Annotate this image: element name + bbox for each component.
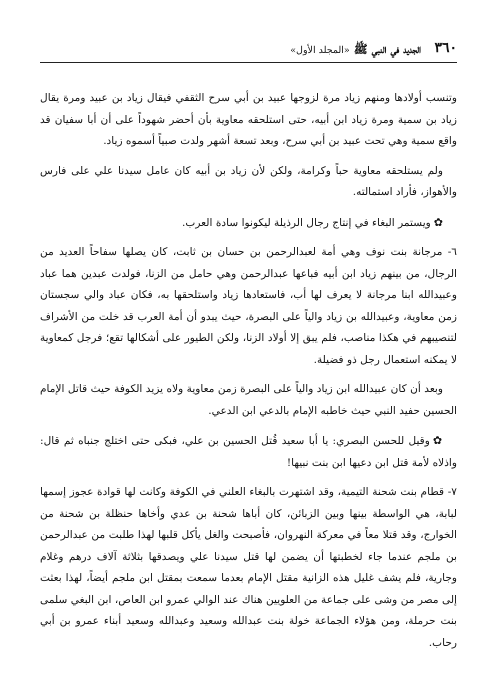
paragraph-4: ٦- مرجانة بنت نوف وهي أمة لعبدالرحمن بن حسان بن ثابت، كان يصلها سفاحاً العديد من الرجال، من بينهم زياد ابن أبيه فباعها عبدالرحمن وهي حامل من الزنا، فولدت عبدين هما عباد وعبيدالله ابنا مرجانة لا يعرف لها أب، فاستعادها زياد واستلحقها به، فكان عباد والي سجستان زمن معاوية، وعبيدالله بن زياد والياً على البصرة، حيث يبدو أن أمة العرب قد خلت من الأشراف لتنصيبهم في هكذا مناصب، فلم يبق إلا أولاد الزنا، ولكن الطيور على أشكالها تقع؛ فرجل كمعاوية لا يمكنه استعمال رجل ذو فضيلة. (40, 246, 457, 366)
paragraph-1: وتنسب أولادها ومنهم زياد مرة لزوجها عبيد بن أبي سرح الثقفي فيقال زياد بن عبيد ومرة يقال زياد بن سمية ومرة زياد ابن أبيه، حتى استلحقه معاوية بأن أحضر شهوداً على أن أبا سفيان قد واقع سمية وهي تحت عبيد بن أبي سرح، وبعد تسعة أشهر ولدت صبياً أسموه زياد. (40, 92, 457, 147)
paragraph-5: وبعد أن كان عبيدالله ابن زياد والياً على البصرة زمن معاوية ولاه يزيد الكوفة حيث قاتل الإمام الحسين حفيد النبي حيث خاطبه الإمام بالدعي ابن الدعي. (40, 383, 457, 417)
paragraph-3 (40, 212, 457, 235)
paragraph-7: ٧- قطام بنت شحنة التيمية، وقد اشتهرت بالبغاء العلني في الكوفة وكانت لها قوادة عجوز إسمها لبابة، هي الواسطة بينها وبين الزبائن، كان أباها شحنة بن عدي وأخاها حنظلة بن شحنة من الخوارج، وقد قتلا معاً في معركة النهروان، فأصبحت والغل يأكل قلبها لهذا طلبت من عبدالرحمن بن ملجم عندما جاء لخطبتها أن يضمن لها قتل سيدنا علي ويصدقها بثلاثة آلاف درهم وغلام وجارية، فلم يشف غليل هذه الزانية مقتل الإمام بعدما سمعت بمقتل ابن ملجم أيضاً، لهذا بعثت إلى مصر من وشى على جماعة من العلويين هناك عند الوالي عمرو ابن العاص، ابن البغي سلمى بنت حرملة، ومن هؤلاء الجماعة خولة بنت عبدالله وسعيد وعبدالله وسعيد أبناء عمرو بن أبي رحاب. (40, 486, 457, 649)
paragraph-3-text: ويستمر البغاء في إنتاج رجال الرذيلة ليكونوا سادة العرب. (182, 216, 431, 229)
page-body (40, 88, 457, 662)
paragraph-6-text: وقيل للحسن البصري: يا أبا سعيد قُتل الحسين بن علي، فبكى حتى اختلج جنباه ثم قال: واذلاه لأمة قتل ابن دعيها ابن بنت نبيها! (40, 435, 457, 469)
page-header (40, 38, 457, 60)
paragraph-6 (40, 430, 457, 474)
flower-icon: ✿ (432, 434, 444, 447)
header-rule (40, 62, 457, 63)
volume-label: «المجلد الأول» (290, 45, 350, 56)
paragraph-2: ولم يستلحقه معاوية حباً وكرامة، ولكن لأن زياد بن أبيه كان عامل سيدنا علي على فارس والأهواز، فأراد استمالته. (40, 164, 457, 198)
page-number: ٣٦٠ (434, 40, 457, 56)
book-title: الجديد في النبي ﷺ (353, 42, 421, 56)
running-title (290, 40, 421, 60)
flower-icon: ✿ (433, 215, 443, 229)
